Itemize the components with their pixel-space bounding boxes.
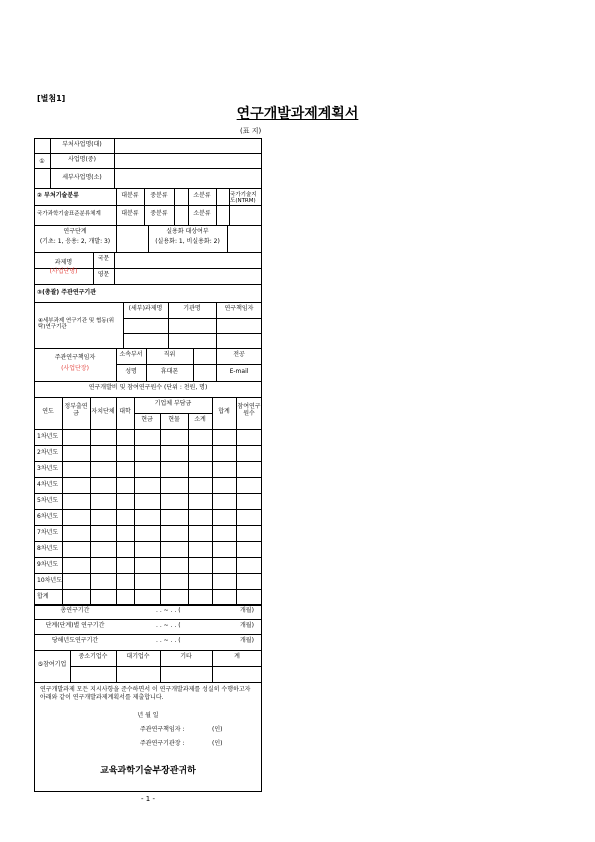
ntrm-label: 국가기술지도(NTRM): [230, 192, 257, 205]
total-period-months: 개월): [240, 607, 254, 614]
year-row-label: 5차년도: [37, 497, 59, 504]
year-row-label: 1차년도: [37, 433, 59, 440]
company-total-label: 계: [234, 653, 240, 660]
org-name-col: 기관명: [183, 305, 201, 312]
email-label: E-mail: [229, 368, 249, 375]
pi-seal: (인): [212, 726, 223, 733]
large-company-count-label: 대기업수: [126, 653, 150, 660]
commercialization-note: (실용화: 1, 비실용화: 2): [155, 238, 220, 245]
pi-note: (사업단장): [61, 365, 89, 372]
subtask-col: (세부)과제명: [128, 305, 163, 312]
org-head-seal: (인): [212, 740, 223, 747]
phone-label: 휴대폰: [160, 368, 179, 375]
pi-signature-label: 주관연구책임자 :: [140, 726, 185, 733]
declaration-text: 연구개발과제 모든 지시사항을 준수하면서 이 연구개발과제를 성실히 수행하고자 아래와 같이 연구개발과제계획서를 제출합니다.: [40, 686, 251, 701]
current-period-value: . . ~ . . (: [156, 637, 181, 644]
large-class-1: 대분류: [121, 192, 139, 199]
large-class-2: 대분류: [121, 210, 139, 217]
page-number: - 1 -: [141, 795, 155, 803]
current-period-label: 당해년도연구기간: [51, 637, 99, 644]
year-row-label: 8차년도: [37, 545, 59, 552]
english-label: 영문: [97, 271, 110, 278]
page-title: 연구개발과제계획서: [236, 106, 359, 122]
year-row-label: 6차년도: [37, 513, 59, 520]
sme-count-label: 중소기업수: [78, 653, 108, 660]
business-mid-label: 사업명(중): [68, 156, 96, 163]
mid-class-2: 중분류: [150, 210, 168, 217]
dept-label: 소속부서: [119, 351, 143, 358]
annex-tag: [별첨1]: [37, 94, 66, 103]
major-label: 전공: [233, 351, 245, 358]
business-large-label: 부처사업명(대): [62, 141, 102, 148]
col-university: 대학: [119, 408, 131, 415]
col-local-gov: 자치단체: [91, 408, 115, 415]
date-line: 년 월 일: [137, 712, 159, 719]
small-class-1: 소분류: [193, 192, 211, 199]
task-name-label: 과제명: [54, 259, 73, 266]
org-head-signature-label: 주관연구기관장 :: [140, 740, 185, 747]
korean-label: 국문: [97, 255, 110, 262]
researcher-col: 연구책임자: [224, 305, 254, 312]
other-label: 기타: [180, 653, 192, 660]
year-row-label: 4차년도: [37, 481, 59, 488]
col-company: 기업체 부담금: [154, 400, 192, 407]
year-row-label: 10차년도: [37, 577, 63, 584]
year-row-label: 3차년도: [37, 465, 59, 472]
national-classification-label: 국가과학기술표준분류체계: [37, 211, 101, 217]
col-total: 합계: [218, 408, 230, 415]
current-period-months: 개월): [240, 637, 254, 644]
lead-org-label: ③(총괄) 주관연구기관: [37, 289, 97, 296]
col-subtotal: 소계: [194, 416, 206, 423]
research-stage-label: 연구단계: [63, 228, 87, 235]
stage-period-value: . . ~ . . (: [156, 622, 181, 629]
year-row-label: 7차년도: [37, 529, 59, 536]
col-gov: 정부출연금: [64, 403, 88, 417]
ministry-addressee: 교육과학기술부장관귀하: [100, 766, 196, 776]
position-label: 직위: [163, 351, 176, 358]
stage-period-label: 단계(단계)별 연구기간: [45, 622, 105, 629]
research-stage-note: (기초: 1, 응용: 2, 개발: 3): [39, 238, 111, 245]
col-staff: 참여연구원수: [237, 403, 261, 417]
small-class-2: 소분류: [193, 210, 211, 217]
year-row-label: 2차년도: [37, 449, 59, 456]
cover-label: (표 지): [240, 127, 262, 135]
total-period-value: . . ~ . . (: [156, 607, 181, 614]
row-number: ①: [39, 158, 45, 165]
col-inkind: 현물: [168, 416, 180, 423]
pi-label: 주관연구책임자: [54, 354, 96, 361]
participating-org-label: ④세부과제 연구기관 및 협동(위탁)연구기관: [38, 318, 115, 331]
classification-label: ② 부처기술분류: [37, 192, 79, 199]
participating-companies-label: ⑤참여기업: [37, 661, 67, 668]
total-period-label: 총연구기간: [60, 607, 90, 614]
year-row-label: 9차년도: [37, 561, 59, 568]
mid-class-1: 중분류: [150, 192, 168, 199]
task-name-note: (사업단명): [49, 268, 78, 275]
col-cash: 현금: [141, 416, 153, 423]
budget-title: 연구개발비 및 참여연구원수 (단위 : 천원, 명): [88, 384, 208, 391]
name-label: 성명: [125, 368, 137, 375]
col-year: 연도: [42, 408, 54, 415]
stage-period-months: 개월): [240, 622, 254, 629]
year-row-label: 합계: [37, 593, 49, 600]
business-small-label: 세부사업명(소): [62, 174, 102, 181]
commercialization-label: 실용화 대상여부: [166, 228, 209, 235]
